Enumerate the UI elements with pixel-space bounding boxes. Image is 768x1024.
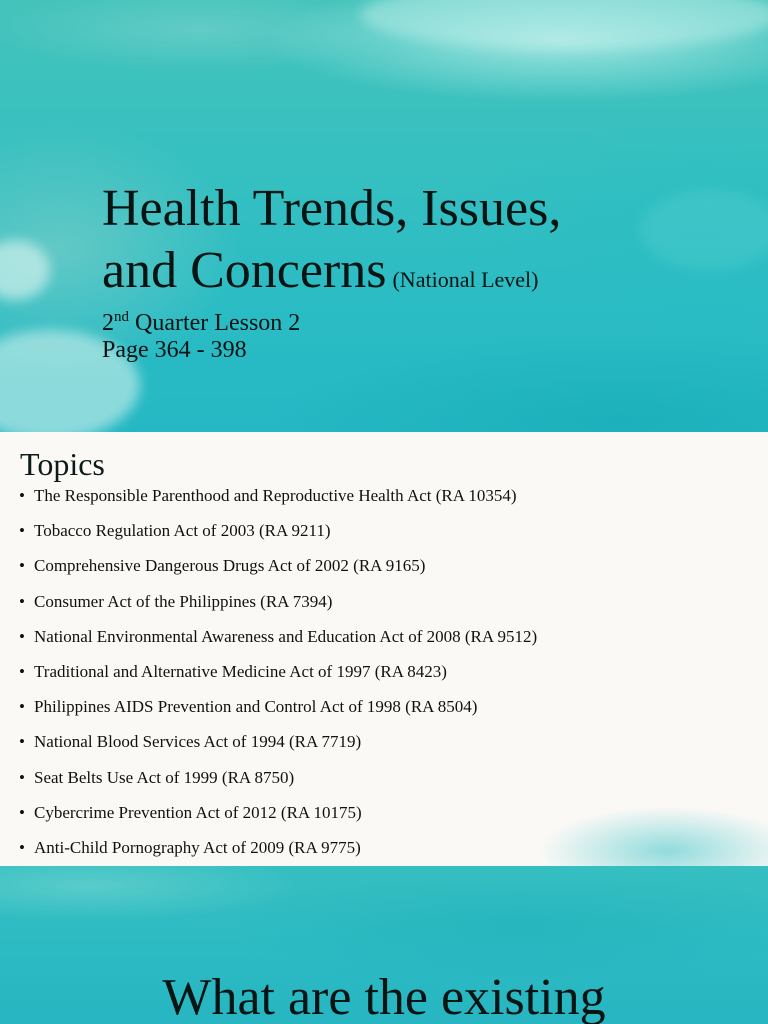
topic-item — [19, 589, 537, 624]
topic-item — [19, 518, 537, 553]
topic-item — [19, 835, 537, 866]
topic-text: The Responsible Parenthood and Reproductive Health Act (RA 10354) — [34, 486, 517, 505]
lesson-line — [102, 310, 300, 337]
question-slide — [0, 866, 768, 1024]
bullet-icon: • — [19, 837, 25, 857]
title-line-1: Health Trends, Issues, — [102, 180, 562, 237]
topic-text: Comprehensive Dangerous Drugs Act of 2002 (RA 9165) — [34, 556, 426, 576]
topics-slide — [0, 432, 768, 866]
bullet-icon: • — [19, 486, 25, 505]
topic-item — [19, 800, 537, 835]
topic-item — [19, 729, 537, 764]
topic-item — [19, 553, 537, 588]
lesson-ordinal-suffix: nd — [114, 309, 129, 325]
bullet-icon: • — [19, 732, 25, 752]
lesson-label: Quarter Lesson 2 — [129, 310, 301, 336]
bullet-icon: • — [19, 556, 25, 576]
title-line-2: and Concerns — [102, 242, 387, 299]
watercolor-wash — [360, 0, 768, 50]
title-slide — [0, 0, 768, 432]
topic-text: National Blood Services Act of 1994 (RA 7719) — [34, 732, 362, 752]
lesson-info — [102, 310, 300, 364]
topic-text: Traditional and Alternative Medicine Act of 1997 (RA 8423) — [34, 661, 447, 681]
topic-text: Tobacco Regulation Act of 2003 (RA 9211) — [34, 521, 331, 541]
question-heading: What are the existing — [162, 969, 606, 1024]
topic-text: Anti-Child Pornography Act of 2009 (RA 9775) — [34, 837, 361, 857]
topic-text: Philippines AIDS Prevention and Control Act of 1998 (RA 8504) — [34, 697, 478, 717]
watercolor-wash — [538, 806, 768, 866]
topics-list — [19, 483, 537, 866]
topic-item — [19, 483, 537, 518]
bullet-icon: • — [19, 697, 25, 717]
bullet-icon: • — [19, 802, 25, 822]
bullet-icon: • — [19, 626, 25, 646]
bullet-icon: • — [19, 521, 25, 541]
lesson-ordinal: 2 — [102, 310, 114, 336]
watercolor-wash — [0, 240, 50, 300]
topic-item — [19, 624, 537, 659]
topic-item — [19, 694, 537, 729]
bullet-icon: • — [19, 661, 25, 681]
title-level-note: (National Level) — [392, 267, 539, 292]
topic-text: Cybercrime Prevention Act of 2012 (RA 10175) — [34, 802, 362, 822]
watercolor-wash — [640, 190, 768, 270]
bullet-icon: • — [19, 591, 25, 611]
topics-heading: Topics — [20, 446, 105, 482]
topic-text: Seat Belts Use Act of 1999 (RA 8750) — [34, 767, 295, 787]
topic-text: Consumer Act of the Philippines (RA 7394) — [34, 591, 333, 611]
bullet-icon: • — [19, 767, 25, 787]
topic-item — [19, 659, 537, 694]
slide-title-heading — [102, 178, 561, 311]
page-range: Page 364 - 398 — [102, 337, 247, 363]
topic-item — [19, 765, 537, 800]
topic-text: National Environmental Awareness and Education Act of 2008 (RA 9512) — [34, 626, 538, 646]
